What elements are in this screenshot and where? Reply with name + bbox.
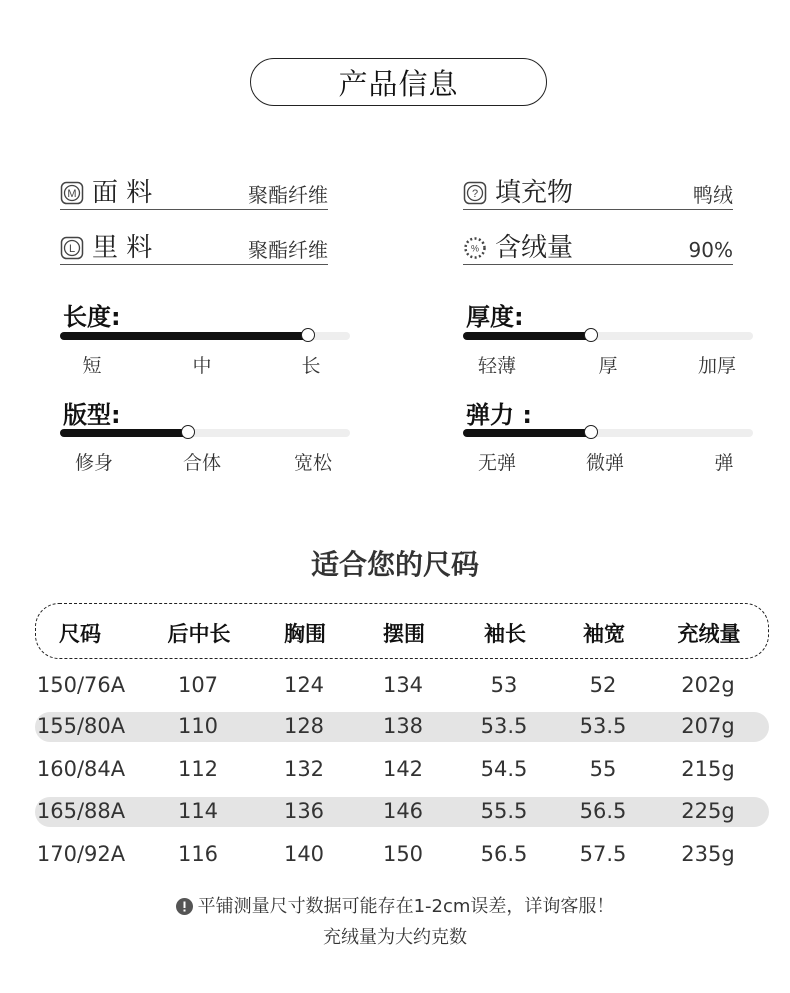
table-row xyxy=(35,712,769,742)
column-header: 胸围 xyxy=(284,622,326,646)
table-cell: 132 xyxy=(283,757,325,781)
table-cell: 160/84A xyxy=(36,757,126,781)
table-cell: 53.5 xyxy=(480,714,528,738)
table-cell: 142 xyxy=(382,757,424,781)
table-cell: 225g xyxy=(681,799,735,823)
elasticity-slider xyxy=(463,429,753,437)
fit-title: 版型: xyxy=(63,401,121,429)
elasticity-tick: 弹 xyxy=(714,452,734,474)
table-cell: 215g xyxy=(681,757,735,781)
table-cell: 56.5 xyxy=(579,799,627,823)
attribute-value: 聚酯纤维 xyxy=(248,183,328,207)
attribute-value: 鸭绒 xyxy=(693,183,733,207)
table-row xyxy=(35,671,769,701)
length-tick: 短 xyxy=(82,355,102,377)
table-cell: 165/88A xyxy=(36,799,126,823)
question-badge-icon xyxy=(463,181,487,205)
table-cell: 146 xyxy=(382,799,424,823)
percent-dial-icon xyxy=(463,236,487,260)
attribute-fabric xyxy=(60,180,328,210)
attribute-value: 90% xyxy=(688,238,733,262)
svg-text:%: % xyxy=(470,243,480,254)
fill-weight-note: 充绒量为大约克数 xyxy=(323,927,467,948)
table-cell: 150 xyxy=(382,842,424,866)
length-knob xyxy=(301,328,315,342)
table-cell: 207g xyxy=(681,714,735,738)
note-text: 平铺测量尺寸数据可能存在1-2cm误差，详询客服！ xyxy=(197,896,615,917)
length-fill xyxy=(60,332,308,340)
table-cell: 53 xyxy=(490,673,518,697)
table-cell: 57.5 xyxy=(579,842,627,866)
table-cell: 140 xyxy=(283,842,325,866)
table-cell: 128 xyxy=(283,714,325,738)
svg-text:?: ? xyxy=(471,188,479,200)
table-cell: 202g xyxy=(681,673,735,697)
size-table-header xyxy=(35,603,769,659)
thickness-tick: 加厚 xyxy=(697,355,737,377)
thickness-title: 厚度: xyxy=(466,303,524,331)
table-cell: 124 xyxy=(283,673,325,697)
table-cell: 116 xyxy=(177,842,219,866)
elasticity-knob xyxy=(584,425,598,439)
elasticity-fill xyxy=(463,429,591,437)
length-tick: 长 xyxy=(301,355,321,377)
attribute-filling xyxy=(463,180,733,210)
measurement-note xyxy=(0,892,790,920)
column-header: 后中长 xyxy=(167,622,231,646)
table-cell: 138 xyxy=(382,714,424,738)
table-row xyxy=(35,755,769,785)
table-cell: 134 xyxy=(382,673,424,697)
column-header: 摆围 xyxy=(383,622,425,646)
table-cell: 112 xyxy=(177,757,219,781)
attribute-lining xyxy=(60,235,328,265)
thickness-slider xyxy=(463,332,753,340)
table-cell: 107 xyxy=(177,673,219,697)
column-header: 袖宽 xyxy=(583,622,625,646)
size-table-title: 适合您的尺码 xyxy=(310,548,479,581)
table-cell: 114 xyxy=(177,799,219,823)
table-cell: 136 xyxy=(283,799,325,823)
table-cell: 155/80A xyxy=(36,714,126,738)
length-title: 长度: xyxy=(63,303,121,331)
l-badge-icon xyxy=(60,236,84,260)
attribute-down-content xyxy=(463,235,733,265)
attribute-label: 含绒量 xyxy=(495,233,574,263)
table-cell: 55 xyxy=(589,757,617,781)
fit-tick: 合体 xyxy=(182,452,222,474)
table-cell: 235g xyxy=(681,842,735,866)
fit-knob xyxy=(181,425,195,439)
fit-fill xyxy=(60,429,188,437)
elasticity-tick: 无弹 xyxy=(477,452,517,474)
column-header: 袖长 xyxy=(484,622,526,646)
elasticity-tick: 微弹 xyxy=(585,452,625,474)
attribute-label: 填充物 xyxy=(495,178,574,208)
page-title: 产品信息 xyxy=(250,58,547,106)
fit-tick: 宽松 xyxy=(293,452,333,474)
table-row xyxy=(35,797,769,827)
length-slider xyxy=(60,332,350,340)
thickness-tick: 厚 xyxy=(598,355,618,377)
column-header: 尺码 xyxy=(59,622,101,646)
table-cell: 56.5 xyxy=(480,842,528,866)
table-cell: 110 xyxy=(177,714,219,738)
attribute-label: 面 料 xyxy=(92,178,153,208)
table-cell: 150/76A xyxy=(36,673,126,697)
fit-tick: 修身 xyxy=(74,452,114,474)
svg-text:M: M xyxy=(67,188,77,200)
table-cell: 52 xyxy=(589,673,617,697)
thickness-fill xyxy=(463,332,591,340)
thickness-knob xyxy=(584,328,598,342)
table-cell: 55.5 xyxy=(480,799,528,823)
info-icon xyxy=(176,898,193,920)
length-tick: 中 xyxy=(192,355,212,377)
attribute-value: 聚酯纤维 xyxy=(248,238,328,262)
thickness-tick: 轻薄 xyxy=(477,355,517,377)
column-header: 充绒量 xyxy=(677,622,741,646)
attribute-label: 里 料 xyxy=(92,233,153,263)
svg-text:L: L xyxy=(68,243,76,255)
table-cell: 54.5 xyxy=(480,757,528,781)
elasticity-title: 弹力 : xyxy=(466,401,532,429)
table-row xyxy=(35,840,769,870)
table-cell: 53.5 xyxy=(579,714,627,738)
fit-slider xyxy=(60,429,350,437)
table-cell: 170/92A xyxy=(36,842,126,866)
m-badge-icon xyxy=(60,181,84,205)
